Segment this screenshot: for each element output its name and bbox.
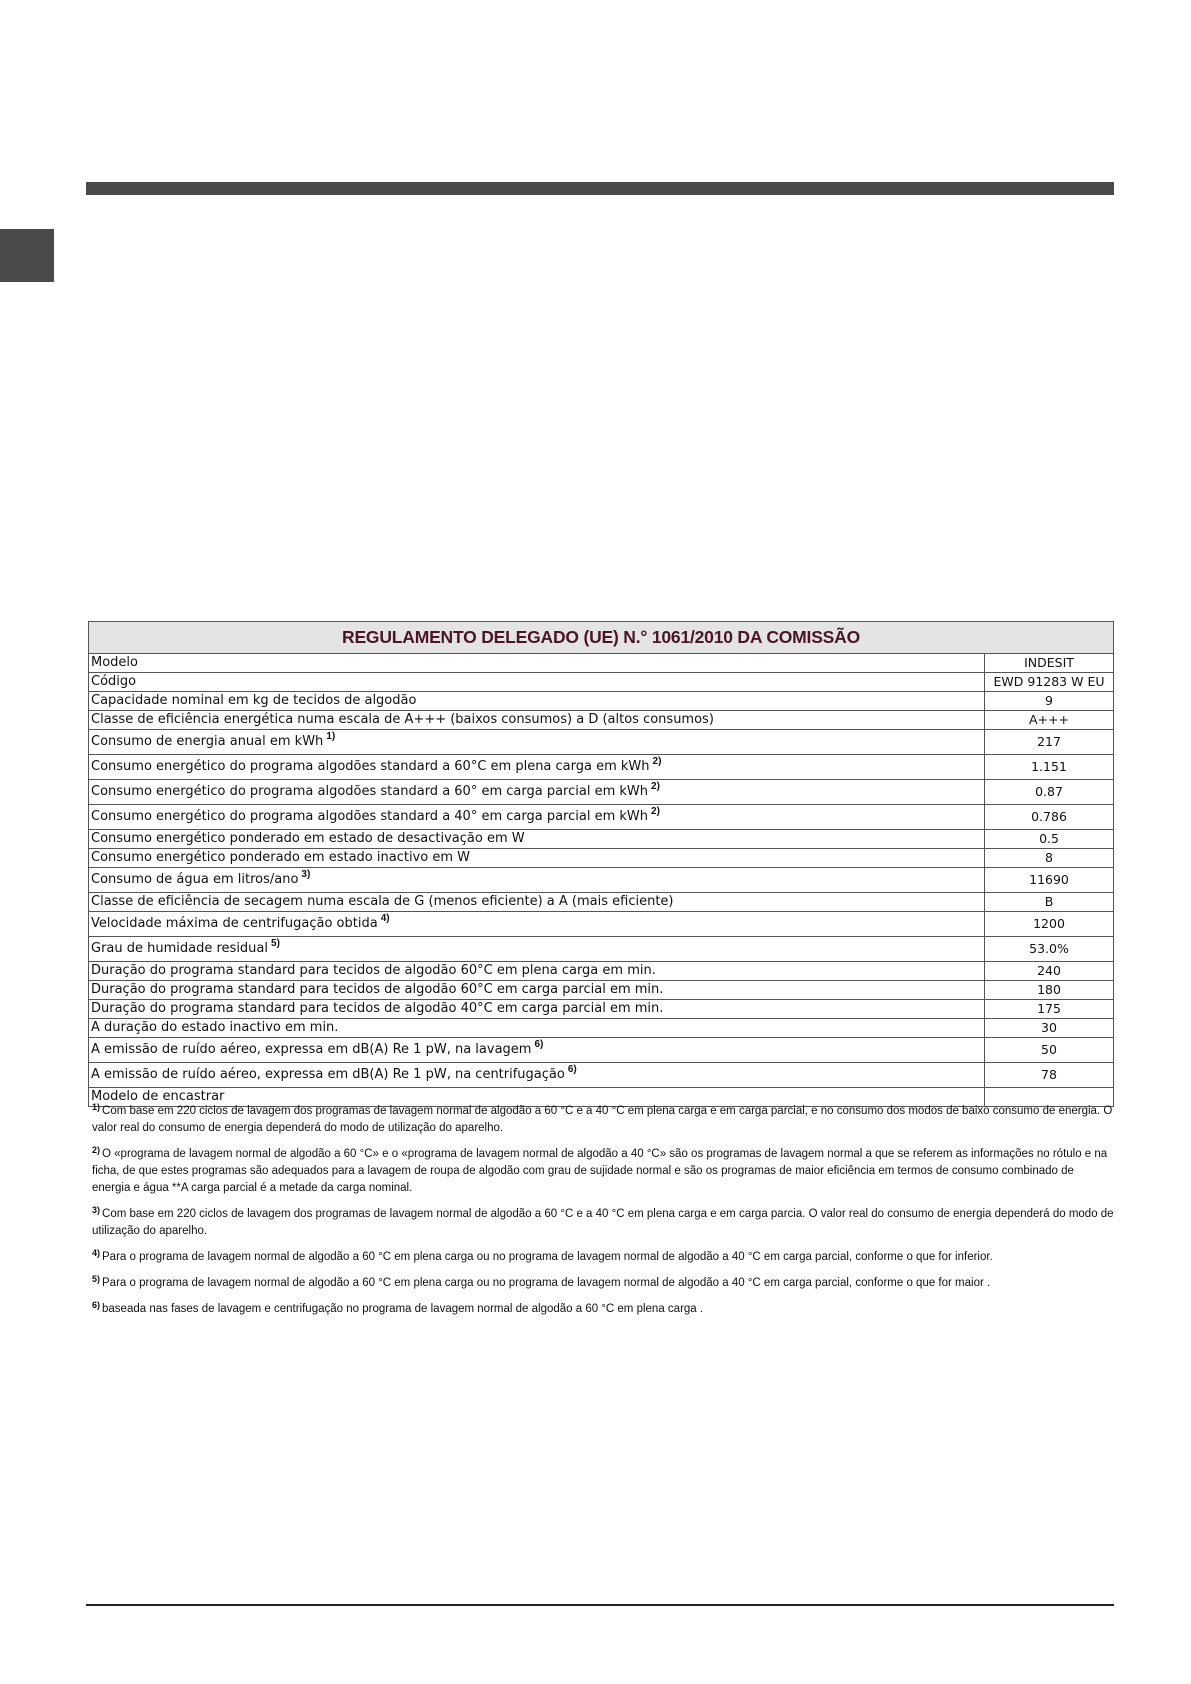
table-row xyxy=(89,755,1114,780)
table-row xyxy=(89,673,1114,692)
footnote xyxy=(92,1275,1114,1292)
row-value: 180 xyxy=(985,981,1114,1000)
row-label xyxy=(89,692,985,711)
footnote-ref: 2) xyxy=(651,806,660,817)
row-label-text: Capacidade nominal em kg de tecidos de algodão xyxy=(91,693,417,708)
row-value: 53.0% xyxy=(985,937,1114,962)
row-label-text: A duração do estado inactivo em min. xyxy=(91,1020,339,1035)
table-row xyxy=(89,692,1114,711)
row-label-text: Grau de humidade residual xyxy=(91,941,269,956)
table-row xyxy=(89,830,1114,849)
row-label-text: Código xyxy=(91,674,137,689)
table-row xyxy=(89,1063,1114,1088)
footnote-mark: 5) xyxy=(92,1274,101,1284)
table-row xyxy=(89,730,1114,755)
row-label-text: Consumo de água em litros/ano xyxy=(91,872,299,887)
row-label xyxy=(89,849,985,868)
footnote-mark: 2) xyxy=(92,1145,101,1155)
row-label xyxy=(89,730,985,755)
row-label-text: Consumo energético ponderado em estado inactivo em W xyxy=(91,850,470,865)
row-label-text: Duração do programa standard para tecidos de algodão 40°C em carga parcial em min. xyxy=(91,1001,664,1016)
row-label xyxy=(89,780,985,805)
table-row xyxy=(89,893,1114,912)
row-label-text: Consumo energético do programa algodões standard a 40° em carga parcial em kWh xyxy=(91,809,649,824)
table-row xyxy=(89,912,1114,937)
footnote-mark: 6) xyxy=(92,1300,101,1310)
footnote-ref: 6) xyxy=(534,1039,544,1050)
table-row xyxy=(89,1038,1114,1063)
footnote xyxy=(92,1146,1114,1197)
footnote xyxy=(92,1206,1114,1240)
header-bar xyxy=(86,182,1114,195)
footnote-mark: 4) xyxy=(92,1248,101,1258)
table-row xyxy=(89,711,1114,730)
footnote-text: Com base em 220 ciclos de lavagem dos programas de lavagem normal de algodão a 60 °C e a 40 °C em plena carga e em carga parcial, e no consumo dos modos de baixo consumo de energia. O valor real do consumo de energia dependerá do modo de utilização do aparelho. xyxy=(92,1105,1113,1134)
row-value: 78 xyxy=(985,1063,1114,1088)
row-label xyxy=(89,711,985,730)
row-value: 0.786 xyxy=(985,805,1114,830)
regulation-table xyxy=(88,621,1114,1107)
row-value: B xyxy=(985,893,1114,912)
footnote-text: O «programa de lavagem normal de algodão a 60 °C» e o «programa de lavagem normal de algodão a 40 °C» são os programas de lavagem normal a que se referem as informações no rótulo e na ficha, de que estes programas são adequados para a lavagem de roupa de algodão com grau de sujidade normal e são os programas de maior eficiência em termos de consumo combinado de energia e água **A carga parcial é a metade da carga nominal. xyxy=(92,1148,1108,1194)
table-row xyxy=(89,849,1114,868)
footnote-ref: 3) xyxy=(301,869,311,880)
footnote xyxy=(92,1249,1114,1266)
table-row xyxy=(89,962,1114,981)
table-row xyxy=(89,981,1114,1000)
row-label xyxy=(89,981,985,1000)
row-label xyxy=(89,937,985,962)
row-label xyxy=(89,805,985,830)
footnote-text: Para o programa de lavagem normal de algodão a 60 °C em plena carga ou no programa de lavagem normal de algodão a 40 °C em carga parcial, conforme o que for inferior. xyxy=(102,1251,993,1263)
table-row xyxy=(89,780,1114,805)
language-tab-marker xyxy=(0,229,54,282)
row-label xyxy=(89,893,985,912)
table-row xyxy=(89,868,1114,893)
table-title-row xyxy=(89,622,1114,654)
row-value: 0.5 xyxy=(985,830,1114,849)
table-row xyxy=(89,805,1114,830)
table-row xyxy=(89,654,1114,673)
row-value: 175 xyxy=(985,1000,1114,1019)
footnote-mark: 1) xyxy=(92,1102,101,1112)
footer-rule xyxy=(86,1604,1114,1606)
footnote-mark: 3) xyxy=(92,1205,101,1215)
footnote-text: baseada nas fases de lavagem e centrifugação no programa de lavagem normal de algodão a 60 °C em plena carga . xyxy=(102,1303,704,1315)
row-value: 30 xyxy=(985,1019,1114,1038)
table-row xyxy=(89,1000,1114,1019)
row-value: INDESIT xyxy=(985,654,1114,673)
row-label-text: Consumo energético ponderado em estado de desactivação em W xyxy=(91,831,525,846)
footnote-text: Com base em 220 ciclos de lavagem dos programas de lavagem normal de algodão a 60 °C e a 40 °C em plena carga e em carga parcia. O valor real do consumo de energia dependerá do modo de utilização do aparelho. xyxy=(92,1208,1114,1237)
table-row xyxy=(89,1019,1114,1038)
footnotes xyxy=(92,1103,1114,1327)
row-label xyxy=(89,1063,985,1088)
row-label xyxy=(89,1038,985,1063)
row-value: A+++ xyxy=(985,711,1114,730)
footnote-ref: 6) xyxy=(567,1064,577,1075)
row-label-text: Consumo energético do programa algodões standard a 60° em carga parcial em kWh xyxy=(91,784,649,799)
row-value: 1200 xyxy=(985,912,1114,937)
row-label-text: Duração do programa standard para tecidos de algodão 60°C em plena carga em min. xyxy=(91,963,656,978)
row-label xyxy=(89,1019,985,1038)
row-label xyxy=(89,654,985,673)
footnote-ref: 5) xyxy=(271,938,280,949)
row-label-text: A emissão de ruído aéreo, expressa em dB(A) Re 1 pW, na centrifugação xyxy=(91,1067,565,1082)
row-label xyxy=(89,962,985,981)
row-label-text: A emissão de ruído aéreo, expressa em dB(A) Re 1 pW, na lavagem xyxy=(91,1042,532,1057)
table-row xyxy=(89,937,1114,962)
row-label-text: Modelo xyxy=(91,655,138,670)
footnote xyxy=(92,1103,1114,1137)
row-label-text: Velocidade máxima de centrifugação obtida xyxy=(91,916,378,931)
row-label xyxy=(89,1000,985,1019)
row-label-text: Duração do programa standard para tecidos de algodão 60°C em carga parcial em min. xyxy=(91,982,664,997)
row-label xyxy=(89,755,985,780)
row-value: 217 xyxy=(985,730,1114,755)
row-label-text: Classe de eficiência de secagem numa escala de G (menos eficiente) a A (mais eficiente) xyxy=(91,894,674,909)
row-value: 9 xyxy=(985,692,1114,711)
row-label xyxy=(89,673,985,692)
row-label xyxy=(89,830,985,849)
row-label-text: Consumo energético do programa algodões standard a 60°C em plena carga em kWh xyxy=(91,759,650,774)
row-value: EWD 91283 W EU xyxy=(985,673,1114,692)
row-label xyxy=(89,912,985,937)
table-body xyxy=(89,654,1114,1107)
footnote-ref: 4) xyxy=(380,913,390,924)
row-value: 50 xyxy=(985,1038,1114,1063)
footnote xyxy=(92,1301,1114,1318)
footnote-ref: 1) xyxy=(326,731,336,742)
row-value: 1.151 xyxy=(985,755,1114,780)
row-value: 8 xyxy=(985,849,1114,868)
row-label xyxy=(89,868,985,893)
row-value: 11690 xyxy=(985,868,1114,893)
row-value: 0.87 xyxy=(985,780,1114,805)
footnote-ref: 2) xyxy=(651,781,660,792)
footnote-ref: 2) xyxy=(652,756,662,767)
footnote-text: Para o programa de lavagem normal de algodão a 60 °C em plena carga ou no programa de lavagem normal de algodão a 40 °C em carga parcial, conforme o que for maior . xyxy=(102,1277,991,1289)
row-value: 240 xyxy=(985,962,1114,981)
row-label-text: Consumo de energia anual em kWh xyxy=(91,734,324,749)
row-label-text: Modelo de encastrar xyxy=(91,1089,225,1104)
row-label-text: Classe de eficiência energética numa escala de A+++ (baixos consumos) a D (altos consumos) xyxy=(91,712,714,727)
table-title: REGULAMENTO DELEGADO (UE) N.° 1061/2010 DA COMISSÃO xyxy=(89,622,1114,654)
